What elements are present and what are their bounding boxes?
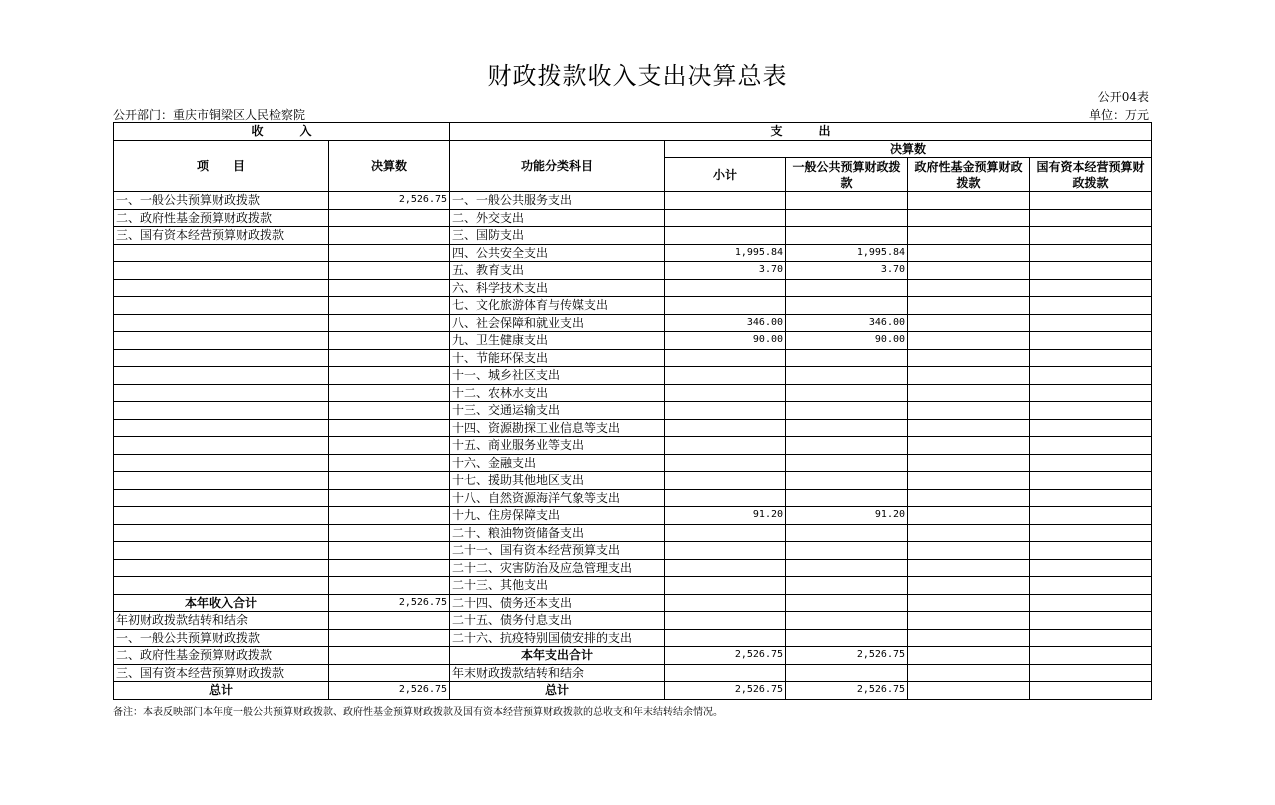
table-row (114, 332, 1152, 350)
subtotal-cell (665, 594, 786, 612)
state-capital-cell (1030, 209, 1152, 227)
subtotal-cell: 1,995.84 (665, 244, 786, 262)
state-capital-cell (1030, 542, 1152, 560)
gov-fund-cell (908, 647, 1030, 665)
income-item-cell (114, 349, 329, 367)
final-amount-header: 决算数 (665, 140, 1152, 158)
income-amount-cell (329, 227, 450, 245)
expense-item-cell: 十四、资源勘探工业信息等支出 (450, 419, 665, 437)
general-budget-cell: 2,526.75 (786, 682, 908, 700)
expense-item-cell: 十一、城乡社区支出 (450, 367, 665, 385)
department-label: 公开部门：重庆市铜梁区人民检察院 (113, 108, 306, 122)
expense-item-cell: 二十六、抗疫特别国债安排的支出 (450, 629, 665, 647)
table-row (114, 489, 1152, 507)
expense-item-cell: 十三、交通运输支出 (450, 402, 665, 420)
subtotal-cell (665, 209, 786, 227)
subtotal-cell (665, 384, 786, 402)
subtotal-cell (665, 402, 786, 420)
state-capital-cell (1030, 594, 1152, 612)
subtotal-cell (665, 279, 786, 297)
subtotal-cell (665, 192, 786, 210)
func-class-header: 功能分类科目 (450, 140, 665, 192)
table-row (114, 594, 1152, 612)
state-capital-cell (1030, 227, 1152, 245)
income-item-cell (114, 244, 329, 262)
subtotal-cell (665, 542, 786, 560)
amount-header: 决算数 (329, 140, 450, 192)
income-amount-cell (329, 209, 450, 227)
income-amount-cell (329, 454, 450, 472)
table-row (114, 227, 1152, 245)
state-capital-cell (1030, 507, 1152, 525)
subtotal-cell (665, 349, 786, 367)
table-row (114, 664, 1152, 682)
expense-item-cell: 本年支出合计 (450, 647, 665, 665)
income-amount-cell (329, 297, 450, 315)
state-capital-cell (1030, 367, 1152, 385)
state-capital-cell (1030, 612, 1152, 630)
general-budget-cell (786, 577, 908, 595)
income-amount-cell (329, 437, 450, 455)
subtotal-cell (665, 524, 786, 542)
general-budget-cell: 1,995.84 (786, 244, 908, 262)
table-row (114, 577, 1152, 595)
income-item-cell (114, 454, 329, 472)
general-budget-cell (786, 629, 908, 647)
subtotal-cell: 346.00 (665, 314, 786, 332)
table-row (114, 349, 1152, 367)
income-amount-cell (329, 349, 450, 367)
gov-fund-cell (908, 664, 1030, 682)
income-amount-cell (329, 542, 450, 560)
income-amount-cell (329, 402, 450, 420)
income-amount-cell (329, 577, 450, 595)
gov-fund-cell (908, 209, 1030, 227)
income-amount-cell (329, 332, 450, 350)
income-item-cell (114, 577, 329, 595)
income-item-cell (114, 332, 329, 350)
expense-item-cell: 二十四、债务还本支出 (450, 594, 665, 612)
table-row (114, 542, 1152, 560)
income-item-cell (114, 262, 329, 280)
gov-fund-cell (908, 437, 1030, 455)
income-item-cell (114, 489, 329, 507)
income-item-cell (114, 367, 329, 385)
expense-header: 支 出 (450, 123, 1152, 141)
state-capital-cell (1030, 262, 1152, 280)
table-row (114, 507, 1152, 525)
expense-item-cell: 十、节能环保支出 (450, 349, 665, 367)
gov-fund-cell (908, 454, 1030, 472)
income-item-cell (114, 402, 329, 420)
income-item-cell: 三、国有资本经营预算财政拨款 (114, 227, 329, 245)
general-budget-cell (786, 384, 908, 402)
subtotal-cell (665, 577, 786, 595)
income-amount-cell (329, 664, 450, 682)
general-budget-cell (786, 472, 908, 490)
subtotal-cell (665, 612, 786, 630)
general-budget-cell (786, 454, 908, 472)
gov-fund-cell (908, 227, 1030, 245)
income-amount-cell (329, 472, 450, 490)
general-budget-header: 一般公共预算财政拨款 (786, 158, 908, 192)
gov-fund-cell (908, 297, 1030, 315)
expense-item-cell: 四、公共安全支出 (450, 244, 665, 262)
gov-fund-cell (908, 384, 1030, 402)
gov-fund-cell (908, 559, 1030, 577)
gov-fund-cell (908, 244, 1030, 262)
income-amount-cell (329, 612, 450, 630)
table-row (114, 472, 1152, 490)
state-capital-cell (1030, 489, 1152, 507)
gov-fund-cell (908, 419, 1030, 437)
table-row (114, 559, 1152, 577)
state-capital-cell (1030, 349, 1152, 367)
expense-item-cell: 十八、自然资源海洋气象等支出 (450, 489, 665, 507)
income-amount-cell (329, 629, 450, 647)
state-capital-cell (1030, 524, 1152, 542)
general-budget-cell (786, 192, 908, 210)
subtotal-cell: 3.70 (665, 262, 786, 280)
subtotal-cell: 90.00 (665, 332, 786, 350)
state-capital-cell (1030, 279, 1152, 297)
state-capital-cell (1030, 437, 1152, 455)
table-row (114, 279, 1152, 297)
subtotal-cell (665, 472, 786, 490)
expense-item-cell: 二、外交支出 (450, 209, 665, 227)
subtotal-cell (665, 437, 786, 455)
expense-item-cell: 十二、农林水支出 (450, 384, 665, 402)
general-budget-cell: 2,526.75 (786, 647, 908, 665)
table-row (114, 419, 1152, 437)
expense-item-cell: 二十二、灾害防治及应急管理支出 (450, 559, 665, 577)
table-row (114, 314, 1152, 332)
expense-item-cell: 二十五、债务付息支出 (450, 612, 665, 630)
subtotal-cell (665, 454, 786, 472)
income-amount-cell (329, 262, 450, 280)
expense-item-cell: 二十一、国有资本经营预算支出 (450, 542, 665, 560)
gov-fund-cell (908, 594, 1030, 612)
expense-item-cell: 总计 (450, 682, 665, 700)
table-row (114, 629, 1152, 647)
expense-item-cell: 十五、商业服务业等支出 (450, 437, 665, 455)
general-budget-cell (786, 489, 908, 507)
income-header: 收 入 (114, 123, 450, 141)
state-capital-cell (1030, 472, 1152, 490)
fiscal-summary-table (113, 122, 1152, 700)
expense-item-cell: 十九、住房保障支出 (450, 507, 665, 525)
gov-fund-cell (908, 262, 1030, 280)
general-budget-cell (786, 349, 908, 367)
gov-fund-cell (908, 507, 1030, 525)
expense-item-cell: 三、国防支出 (450, 227, 665, 245)
general-budget-cell: 3.70 (786, 262, 908, 280)
table-row (114, 367, 1152, 385)
income-item-cell: 三、国有资本经营预算财政拨款 (114, 664, 329, 682)
state-capital-cell (1030, 384, 1152, 402)
general-budget-cell: 90.00 (786, 332, 908, 350)
state-capital-cell (1030, 244, 1152, 262)
table-row (114, 612, 1152, 630)
general-budget-cell (786, 542, 908, 560)
expense-item-cell: 二十三、其他支出 (450, 577, 665, 595)
state-capital-header: 国有资本经营预算财政拨款 (1030, 158, 1152, 192)
footnote: 备注：本表反映部门本年度一般公共预算财政拨款、政府性基金预算财政拨款及国有资本经营预算财政拨款的总收支和年末结转结余情况。 (113, 707, 723, 718)
page-title: 财政拨款收入支出决算总表 (487, 62, 788, 90)
state-capital-cell (1030, 402, 1152, 420)
table-row (114, 384, 1152, 402)
subtotal-cell (665, 419, 786, 437)
state-capital-cell (1030, 559, 1152, 577)
gov-fund-cell (908, 472, 1030, 490)
state-capital-cell (1030, 419, 1152, 437)
general-budget-cell (786, 559, 908, 577)
state-capital-cell (1030, 314, 1152, 332)
gov-fund-cell (908, 314, 1030, 332)
general-budget-cell (786, 612, 908, 630)
general-budget-cell (786, 664, 908, 682)
general-budget-cell (786, 402, 908, 420)
income-amount-cell (329, 279, 450, 297)
subtotal-cell (665, 367, 786, 385)
gov-fund-cell (908, 332, 1030, 350)
income-amount-cell (329, 507, 450, 525)
form-code: 公开04表 (1097, 90, 1149, 104)
income-amount-cell: 2,526.75 (329, 594, 450, 612)
gov-fund-header: 政府性基金预算财政拨款 (908, 158, 1030, 192)
unit-label: 单位：万元 (1088, 108, 1149, 122)
state-capital-cell (1030, 682, 1152, 700)
table-row (114, 209, 1152, 227)
general-budget-cell (786, 524, 908, 542)
expense-item-cell: 九、卫生健康支出 (450, 332, 665, 350)
table-row (114, 647, 1152, 665)
state-capital-cell (1030, 192, 1152, 210)
gov-fund-cell (908, 524, 1030, 542)
state-capital-cell (1030, 647, 1152, 665)
expense-item-cell: 五、教育支出 (450, 262, 665, 280)
income-item-cell (114, 384, 329, 402)
income-item-cell: 二、政府性基金预算财政拨款 (114, 647, 329, 665)
expense-item-cell: 八、社会保障和就业支出 (450, 314, 665, 332)
subtotal-cell: 91.20 (665, 507, 786, 525)
expense-item-cell: 十六、金融支出 (450, 454, 665, 472)
income-item-cell: 一、一般公共预算财政拨款 (114, 629, 329, 647)
income-amount-cell (329, 489, 450, 507)
state-capital-cell (1030, 454, 1152, 472)
subtotal-cell (665, 629, 786, 647)
state-capital-cell (1030, 629, 1152, 647)
income-amount-cell (329, 419, 450, 437)
expense-item-cell: 十七、援助其他地区支出 (450, 472, 665, 490)
income-item-cell: 本年收入合计 (114, 594, 329, 612)
income-item-cell (114, 314, 329, 332)
gov-fund-cell (908, 489, 1030, 507)
income-amount-cell: 2,526.75 (329, 682, 450, 700)
item-header: 项 目 (114, 140, 329, 192)
subtotal-cell (665, 297, 786, 315)
income-amount-cell: 2,526.75 (329, 192, 450, 210)
income-item-cell (114, 419, 329, 437)
gov-fund-cell (908, 192, 1030, 210)
subtotal-cell: 2,526.75 (665, 682, 786, 700)
table-row (114, 262, 1152, 280)
table-row (114, 402, 1152, 420)
expense-item-cell: 年末财政拨款结转和结余 (450, 664, 665, 682)
gov-fund-cell (908, 367, 1030, 385)
subtotal-cell (665, 664, 786, 682)
table-row (114, 297, 1152, 315)
gov-fund-cell (908, 612, 1030, 630)
general-budget-cell: 346.00 (786, 314, 908, 332)
subtotal-cell (665, 559, 786, 577)
general-budget-cell (786, 297, 908, 315)
income-amount-cell (329, 524, 450, 542)
expense-item-cell: 七、文化旅游体育与传媒支出 (450, 297, 665, 315)
general-budget-cell (786, 279, 908, 297)
gov-fund-cell (908, 577, 1030, 595)
table-row (114, 244, 1152, 262)
income-amount-cell (329, 559, 450, 577)
income-item-cell (114, 279, 329, 297)
income-item-cell (114, 297, 329, 315)
gov-fund-cell (908, 349, 1030, 367)
table-row (114, 682, 1152, 700)
income-amount-cell (329, 384, 450, 402)
state-capital-cell (1030, 297, 1152, 315)
income-item-cell (114, 524, 329, 542)
income-amount-cell (329, 244, 450, 262)
subtotal-header: 小计 (665, 158, 786, 192)
general-budget-cell (786, 209, 908, 227)
table-row (114, 524, 1152, 542)
income-item-cell: 一、一般公共预算财政拨款 (114, 192, 329, 210)
state-capital-cell (1030, 577, 1152, 595)
income-item-cell (114, 472, 329, 490)
gov-fund-cell (908, 629, 1030, 647)
state-capital-cell (1030, 332, 1152, 350)
table-row (114, 192, 1152, 210)
income-item-cell (114, 507, 329, 525)
income-amount-cell (329, 314, 450, 332)
gov-fund-cell (908, 682, 1030, 700)
general-budget-cell: 91.20 (786, 507, 908, 525)
income-item-cell: 总计 (114, 682, 329, 700)
general-budget-cell (786, 227, 908, 245)
expense-item-cell: 二十、粮油物资储备支出 (450, 524, 665, 542)
state-capital-cell (1030, 664, 1152, 682)
income-item-cell: 年初财政拨款结转和结余 (114, 612, 329, 630)
general-budget-cell (786, 437, 908, 455)
general-budget-cell (786, 594, 908, 612)
gov-fund-cell (908, 279, 1030, 297)
table-row (114, 437, 1152, 455)
general-budget-cell (786, 419, 908, 437)
gov-fund-cell (908, 402, 1030, 420)
income-item-cell (114, 559, 329, 577)
expense-item-cell: 六、科学技术支出 (450, 279, 665, 297)
income-item-cell: 二、政府性基金预算财政拨款 (114, 209, 329, 227)
subtotal-cell (665, 227, 786, 245)
subtotal-cell (665, 489, 786, 507)
income-amount-cell (329, 647, 450, 665)
income-item-cell (114, 437, 329, 455)
income-amount-cell (329, 367, 450, 385)
table-row (114, 454, 1152, 472)
general-budget-cell (786, 367, 908, 385)
gov-fund-cell (908, 542, 1030, 560)
subtotal-cell: 2,526.75 (665, 647, 786, 665)
expense-item-cell: 一、一般公共服务支出 (450, 192, 665, 210)
income-item-cell (114, 542, 329, 560)
